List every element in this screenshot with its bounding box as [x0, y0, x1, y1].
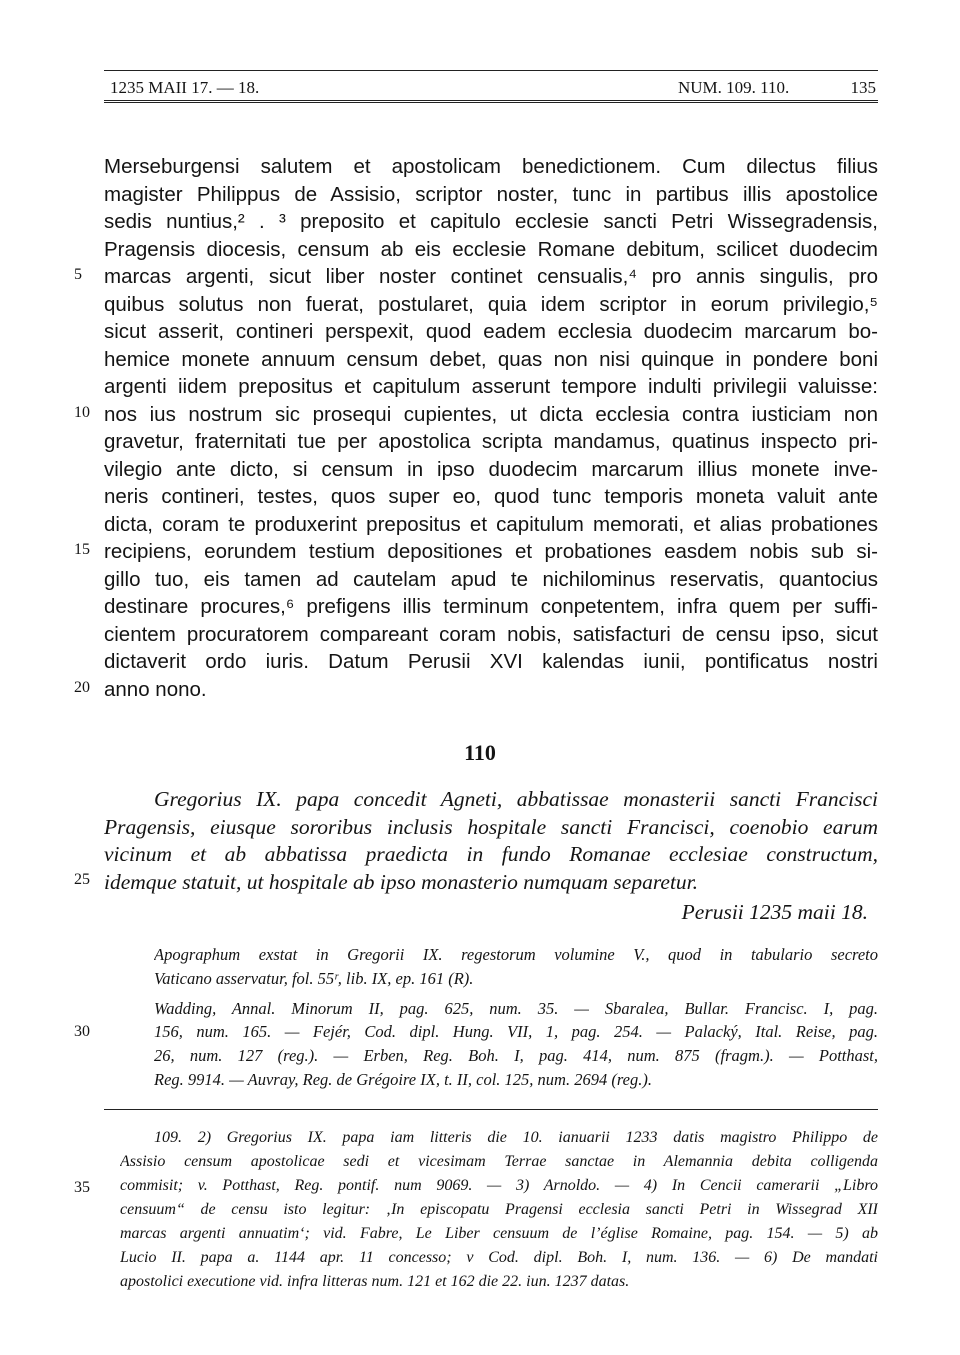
footnote-line: marcas argenti annuatim‘; vid. Fabre, Le Liber censuum de l’église Romaine, pag. 154. — 5) ab: [120, 1225, 878, 1242]
text-line: dictaverit ordo iuris. Datum Perusii XVI kalendas iunii, pontificatus nostri: [104, 650, 878, 673]
line-number: 15: [74, 541, 90, 558]
reference-line: 156, num. 165. — Fejér, Cod. dipl. Hung. VII, 1, pag. 254. — Palacký, Ital. Reise, pag.: [154, 1022, 878, 1041]
text-line: sedis nuntius,² . ³ preposito et capitulo ecclesie sancti Petri Wissegradensis,: [104, 210, 878, 233]
text-line: gravetur, fraternitati tue per apostolica scripta mandamus, quatinus inspecto pri-: [104, 430, 878, 453]
text-line: recipiens, eorundem testium depositiones et probationes easdem nobis sub si-: [104, 540, 878, 563]
footnote-line: censuum“ de censu isto legitur: ‚In episcopatu Pragensi ecclesia sancti Petri in Wissegrad XII: [120, 1201, 878, 1218]
footnote-line: Assisio censum apostolicae sedi et vicesimam Terrae sanctae in Alemannia debita colligenda: [120, 1153, 878, 1170]
footnote-separator: [104, 1109, 878, 1110]
summary-line: vicinum et ab abbatissa praedicta in fundo Romanae ecclesiae constructum,: [104, 842, 878, 866]
text-line: argenti iidem prepositus et capitulum asserunt tempore indulti privilegii valuisse:: [104, 375, 878, 398]
text-line: vilegio ante dicto, si censum in ipso duodecim marcarum illius monete inve-: [104, 458, 878, 481]
text-line: anno nono.: [104, 678, 207, 701]
note-line: Apographum exstat in Gregorii IX. regestorum volumine V., quod in tabulario secreto: [154, 945, 878, 964]
document-number: 110: [464, 740, 496, 765]
reference-line: Reg. 9914. — Auvray, Reg. de Grégoire IX, t. II, col. 125, num. 2694 (reg.).: [154, 1070, 652, 1089]
footnote-line: 109. 2) Gregorius IX. papa iam litteris die 10. ianuarii 1233 datis magistro Philippo de: [154, 1129, 878, 1146]
text-line: nos ius nostrum sic prosequi cupientes, ut dicta ecclesia contra iusticiam non: [104, 403, 878, 426]
place-date: Perusii 1235 maii 18.: [681, 900, 868, 924]
page-number: 135: [850, 78, 876, 97]
line-number: 30: [74, 1023, 90, 1040]
text-line: gillo tuo, eis tamen ad cautelam apud te nichilominus reservatis, quantocius: [104, 568, 878, 591]
header-date: 1235 MAII 17. — 18.: [110, 78, 260, 97]
text-line: dicta, coram te produxerint prepositus et capitulum memorati, et alias probationes: [104, 513, 878, 536]
text-line: magister Philippus de Assisio, scriptor noster, tunc in partibus illis apostolice: [104, 183, 878, 206]
header-bottom-rule: [104, 100, 878, 103]
header-top-rule: [104, 70, 878, 71]
line-number: 35: [74, 1179, 90, 1196]
text-line: sicut asserit, contineri perspexit, quod eadem ecclesia duodecim marcarum bo-: [104, 320, 878, 343]
footnote-line: commisit; v. Potthast, Reg. pontif. num 9069. — 3) Arnoldo. — 4) In Cencii camerarii „Libro: [120, 1177, 878, 1194]
footnote-line: apostolici executione vid. infra litteras num. 121 et 162 die 22. iun. 1237 datas.: [120, 1273, 630, 1290]
reference-line: Wadding, Annal. Minorum II, pag. 625, num. 35. — Sbaralea, Bullar. Francisc. I, pag.: [154, 999, 878, 1018]
text-line: marcas argenti, sicut liber noster continet censualis,⁴ pro annis singulis, pro: [104, 265, 878, 288]
reference-line: 26, num. 127 (reg.). — Erben, Reg. Boh. I, pag. 414, num. 875 (fragm.). — Potthast,: [154, 1046, 878, 1065]
text-line: quibus solutus non fuerat, postularet, quia idem scriptor in eorum privilegio,⁵: [104, 293, 878, 316]
text-line: hemice monete annuum censum debet, quas non nisi quinque in pondere boni: [104, 348, 878, 371]
line-number: 20: [74, 679, 90, 696]
summary-line: idemque statuit, ut hospitale ab ipso monasterio numquam separetur.: [104, 870, 699, 894]
text-line: neris contineri, testes, quos super eo, quod tunc temporis moneta valuit ante: [104, 485, 878, 508]
summary-line: Gregorius IX. papa concedit Agneti, abbatissae monasterii sancti Francisci: [154, 787, 878, 811]
line-number: 10: [74, 404, 90, 421]
running-header: [104, 78, 878, 100]
line-number: 5: [74, 266, 82, 283]
line-number: 25: [74, 871, 90, 888]
header-numbers: NUM. 109. 110.: [678, 78, 790, 97]
text-line: Merseburgensi salutem et apostolicam benedictionem. Cum dilectus filius: [104, 155, 878, 178]
note-line: Vaticano asservatur, fol. 55ʳ, lib. IX, ep. 161 (R).: [154, 969, 474, 988]
text-line: cientem procuratorem compareant coram nobis, satisfacturi de censu ipso, sicut: [104, 623, 878, 646]
summary-line: Pragensis, eiusque sororibus inclusis hospitale sancti Francisci, coenobio earum: [104, 815, 878, 839]
text-line: Pragensis diocesis, censum ab eis ecclesie Romane debitum, scilicet duodecim: [104, 238, 878, 261]
footnote-line: Lucio II. papa a. 1144 apr. 11 concesso; v Cod. dipl. Boh. I, num. 136. — 6) De mandati: [120, 1249, 878, 1266]
text-line: destinare procures,⁶ prefigens illis terminum conpetentem, infra quem per suffi-: [104, 595, 878, 618]
